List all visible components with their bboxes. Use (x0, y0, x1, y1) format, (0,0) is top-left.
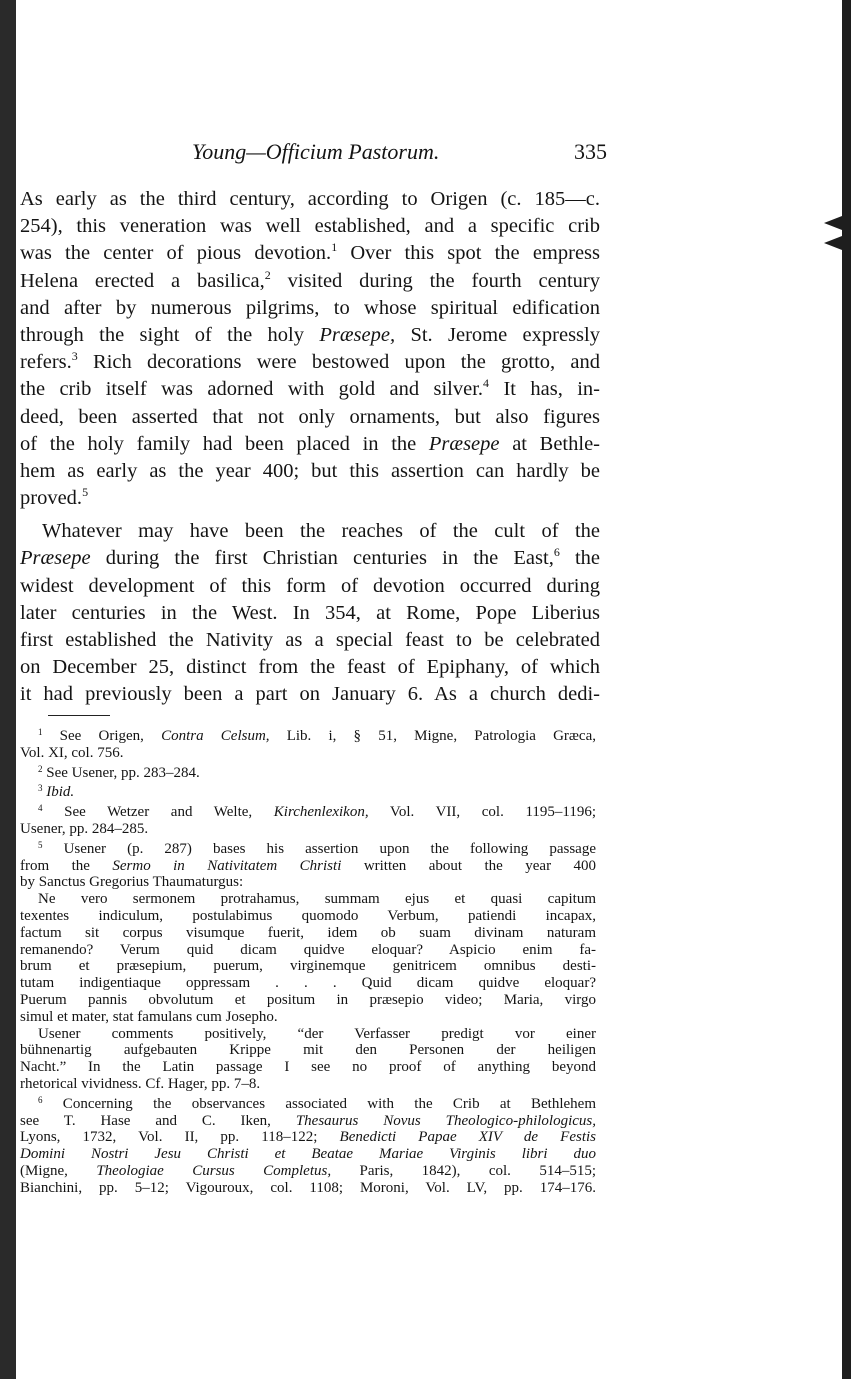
footnote-line (20, 992, 596, 1009)
text-run: Puerum pannis obvolutum et positum in præsepio video; Maria, virgo (20, 991, 596, 1008)
body-line (20, 186, 600, 213)
footnote-line (20, 1059, 596, 1076)
text-run: Nacht.” In the Latin passage I see no proof of anything beyond (20, 1059, 596, 1076)
text-run: proved. (20, 487, 83, 510)
footnotes (20, 728, 596, 1197)
text-run: Vol. XI, col. 756. (20, 744, 124, 761)
italic-text: Domini Nostri Jesu Christi et Beatae Mariae Virginis libri duo (20, 1146, 596, 1163)
footnote-marker: 4 (38, 803, 43, 814)
body-line (20, 431, 600, 458)
text-run: hem as early as the year 400; but this assertion can hardly be (20, 459, 600, 482)
footnote-line (20, 821, 596, 838)
text-run: bühnenartig aufgebauten Krippe mit den Personen der heiligen (20, 1042, 596, 1059)
italic-text: Præsepe (428, 432, 500, 455)
italic-text: Kirchenlexikon, (273, 804, 369, 821)
body-line (20, 213, 600, 240)
text-run: from the (20, 857, 113, 874)
italic-text: Theologiae Cursus Completus, (96, 1162, 332, 1179)
body-line (20, 681, 600, 708)
footnote-line (20, 925, 596, 942)
text-run: 254), this veneration was well established, and a specific crib (20, 215, 600, 238)
body-line (20, 376, 600, 403)
scan-border-left (0, 0, 16, 1379)
text-run: widest development of this form of devotion occurred during (20, 574, 600, 597)
body-line (20, 573, 600, 600)
footnote-marker: 2 (38, 763, 43, 774)
text-run: on December 25, distinct from the feast of Epiphany, of which (20, 656, 600, 679)
footnote-marker: 5 (38, 839, 43, 850)
text-run: Ne vero sermonem protrahamus, summam ejus et quasi capitum (38, 891, 596, 908)
text-run: Usener, pp. 284–285. (20, 820, 149, 837)
body-line (20, 349, 600, 376)
italic-text: Contra Celsum, (161, 728, 270, 744)
text-run: factum sit corpus visumque fuerit, idem ob suam divinam naturam (20, 924, 596, 941)
text-run: tutam indigentiaque oppressam . . . Quid dicam quidve eloquar? (20, 975, 596, 992)
italic-text: Ibid. (46, 784, 75, 801)
text-run: the (559, 547, 601, 570)
text-run: It has, in- (489, 378, 600, 401)
body-line (20, 600, 600, 627)
italic-text: Thesaurus Novus Theologico-philologicus, (295, 1112, 597, 1129)
body-line (20, 518, 600, 545)
text-run: Lib. i, § 51, Migne, Patrologia Græca, (269, 728, 596, 744)
footnote-line (20, 1096, 596, 1113)
text-run: during the first Christian centuries in the East, (90, 547, 554, 570)
text-run: Usener (p. 287) bases his assertion upon the following passage (42, 840, 596, 857)
italic-text: Præsepe, (319, 323, 396, 346)
footnote-line (20, 1026, 596, 1043)
text-run: As early as the third century, according to Origen (c. 185—c. (20, 188, 600, 210)
text-run: Paris, 1842), col. 514–515; (331, 1162, 596, 1179)
footnote-line (20, 1146, 596, 1163)
text-run: (Migne, (20, 1162, 97, 1179)
footnote-marker: 4 (483, 376, 490, 391)
footnote-line (20, 908, 596, 925)
body-line (20, 404, 600, 431)
footnote-line (20, 958, 596, 975)
footnote-line (20, 841, 596, 858)
text-run: Helena erected a basilica, (20, 269, 265, 292)
text-run: visited during the fourth century (270, 269, 600, 292)
page-header (20, 139, 840, 169)
footnote-marker: 1 (38, 727, 43, 737)
body-text (20, 186, 600, 709)
text-run: See Usener, pp. 283–284. (42, 764, 200, 781)
body-line (20, 627, 600, 654)
text-run: remanendo? Verum quid dicam quidve eloquar? Aspicio enim fa- (20, 941, 596, 958)
text-run: Bianchini, pp. 5–12; Vigouroux, col. 1108; Moroni, Vol. LV, pp. 174–176. (20, 1179, 596, 1196)
text-run: Over this spot the empress (337, 242, 600, 265)
text-run: Lyons, 1732, Vol. II, pp. 118–122; (20, 1129, 340, 1146)
body-line (20, 295, 600, 322)
footnote-line (20, 891, 596, 908)
text-run: Rich decorations were bestowed upon the grotto, and (77, 351, 600, 374)
page-number: 335 (574, 139, 607, 164)
text-run: Vol. VII, col. 1195–1196; (368, 804, 596, 821)
footnote-marker: 3 (71, 349, 78, 364)
text-run: of the holy family had been placed in the (20, 432, 429, 455)
text-run: written about the year 400 (341, 857, 597, 874)
footnote-line (20, 1129, 596, 1146)
footnote-line (20, 765, 596, 782)
text-run: through the sight of the holy (20, 323, 320, 346)
footnote-line (20, 858, 596, 875)
text-run: Usener comments positively, “der Verfasser predigt vor einer (38, 1025, 596, 1042)
footnote-line (20, 1113, 596, 1130)
text-run: refers. (20, 351, 72, 374)
footnote-line (20, 784, 596, 801)
footnote-line (20, 804, 596, 821)
text-run: the crib itself was adorned with gold and silver. (20, 378, 484, 401)
body-line (20, 240, 600, 267)
body-line (20, 654, 600, 681)
scan-border-right (842, 0, 851, 1379)
footnote-line (20, 745, 596, 762)
footnote-marker: 6 (553, 545, 560, 560)
text-run: See Wetzer and Welte, (42, 804, 274, 821)
text-run: first established the Nativity as a special feast to be celebrated (20, 629, 600, 651)
footnote-marker: 5 (82, 485, 89, 500)
text-run: Concerning the observances associated with the Crib at Bethlehem (42, 1095, 596, 1112)
footnote-marker: 6 (38, 1094, 43, 1105)
footnote-line (20, 1163, 596, 1180)
text-run: was the center of pious devotion. (20, 242, 332, 265)
footnote-line (20, 874, 596, 891)
text-run: at Bethle- (499, 432, 600, 455)
body-line (20, 268, 600, 295)
footnote-line (20, 1076, 596, 1093)
footnote-marker: 2 (264, 267, 271, 282)
text-run: brum et præsepium, puerum, virginemque genitricem omnibus desti- (20, 958, 596, 975)
book-page (20, 0, 840, 1379)
text-run: and after by numerous pilgrims, to whose spiritual edification (20, 296, 600, 319)
text-run: texentes indiculum, postulabimus quomodo Verbum, patiendi incapax, (20, 907, 596, 924)
italic-text: Sermo in Nativitatem Christi (112, 857, 342, 874)
text-run: later centuries in the West. In 354, at Rome, Pope Liberius (20, 601, 600, 624)
footnote-separator (48, 715, 110, 716)
text-run: deed, been asserted that not only ornaments, but also figures (20, 405, 600, 428)
text-run: St. Jerome expressly (395, 323, 600, 346)
footnote-marker: 1 (331, 240, 338, 255)
body-line (20, 485, 600, 512)
footnote-line (20, 1009, 596, 1026)
running-title: Young—Officium Pastorum. (192, 139, 440, 164)
body-line (20, 545, 600, 572)
text-run: See Origen, (42, 728, 162, 744)
footnote-line (20, 975, 596, 992)
text-run: simul et mater, stat famulans cum Josepho. (20, 1008, 278, 1025)
text-run: rhetorical vividness. Cf. Hager, pp. 7–8. (20, 1075, 261, 1092)
body-line (20, 458, 600, 485)
italic-text: Præsepe (20, 547, 91, 570)
body-line (20, 322, 600, 349)
text-run: Whatever may have been the reaches of the cult of the (42, 520, 600, 543)
footnote-line (20, 1180, 596, 1197)
footnote-line (20, 942, 596, 959)
footnote-line (20, 1042, 596, 1059)
italic-text: Benedicti Papae XIV de Festis (339, 1129, 596, 1146)
footnote-marker: 3 (38, 783, 43, 794)
text-run: by Sanctus Gregorius Thaumaturgus: (20, 874, 244, 891)
text-run: see T. Hase and C. Iken, (20, 1112, 296, 1129)
footnote-line (20, 728, 596, 745)
text-run: it had previously been a part on January 6. As a church dedi- (20, 683, 600, 706)
